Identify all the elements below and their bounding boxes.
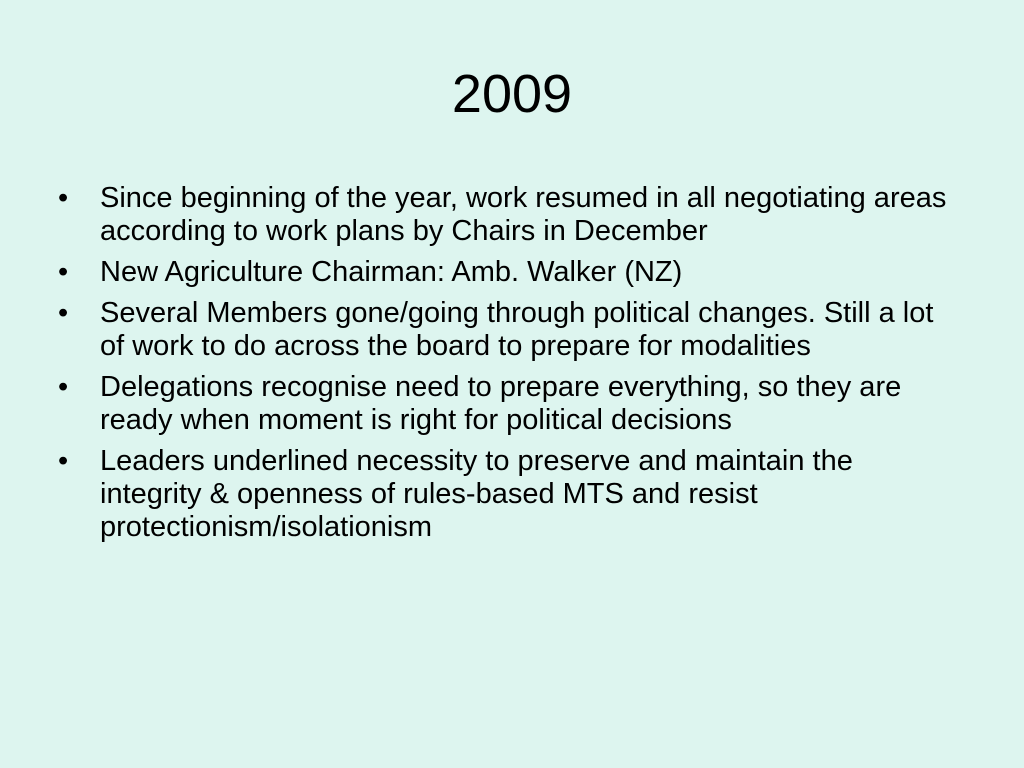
bullet-text: Several Members gone/going through political changes. Still a lot of work to do across the board to prepare for modalities xyxy=(100,297,934,362)
bullet-item xyxy=(58,445,958,544)
bullet-icon: • xyxy=(58,371,69,403)
bullet-text: Delegations recognise need to prepare everything, so they are ready when moment is right for political decisions xyxy=(100,371,902,436)
bullet-item xyxy=(58,297,958,363)
bullet-icon: • xyxy=(58,297,69,329)
bullet-icon: • xyxy=(58,256,69,288)
bullet-item xyxy=(58,182,958,248)
bullet-item xyxy=(58,371,958,437)
bullet-list xyxy=(58,182,958,552)
bullet-icon: • xyxy=(58,445,69,477)
bullet-text: Since beginning of the year, work resumed in all negotiating areas according to work plans by Chairs in December xyxy=(100,182,947,247)
bullet-text: New Agriculture Chairman: Amb. Walker (NZ) xyxy=(100,256,683,288)
bullet-icon: • xyxy=(58,182,69,214)
bullet-item xyxy=(58,256,958,289)
slide-title: 2009 xyxy=(451,64,573,124)
bullet-text: Leaders underlined necessity to preserve and maintain the integrity & openness of rules-based MTS and resist protectionism/isolationism xyxy=(100,445,853,543)
